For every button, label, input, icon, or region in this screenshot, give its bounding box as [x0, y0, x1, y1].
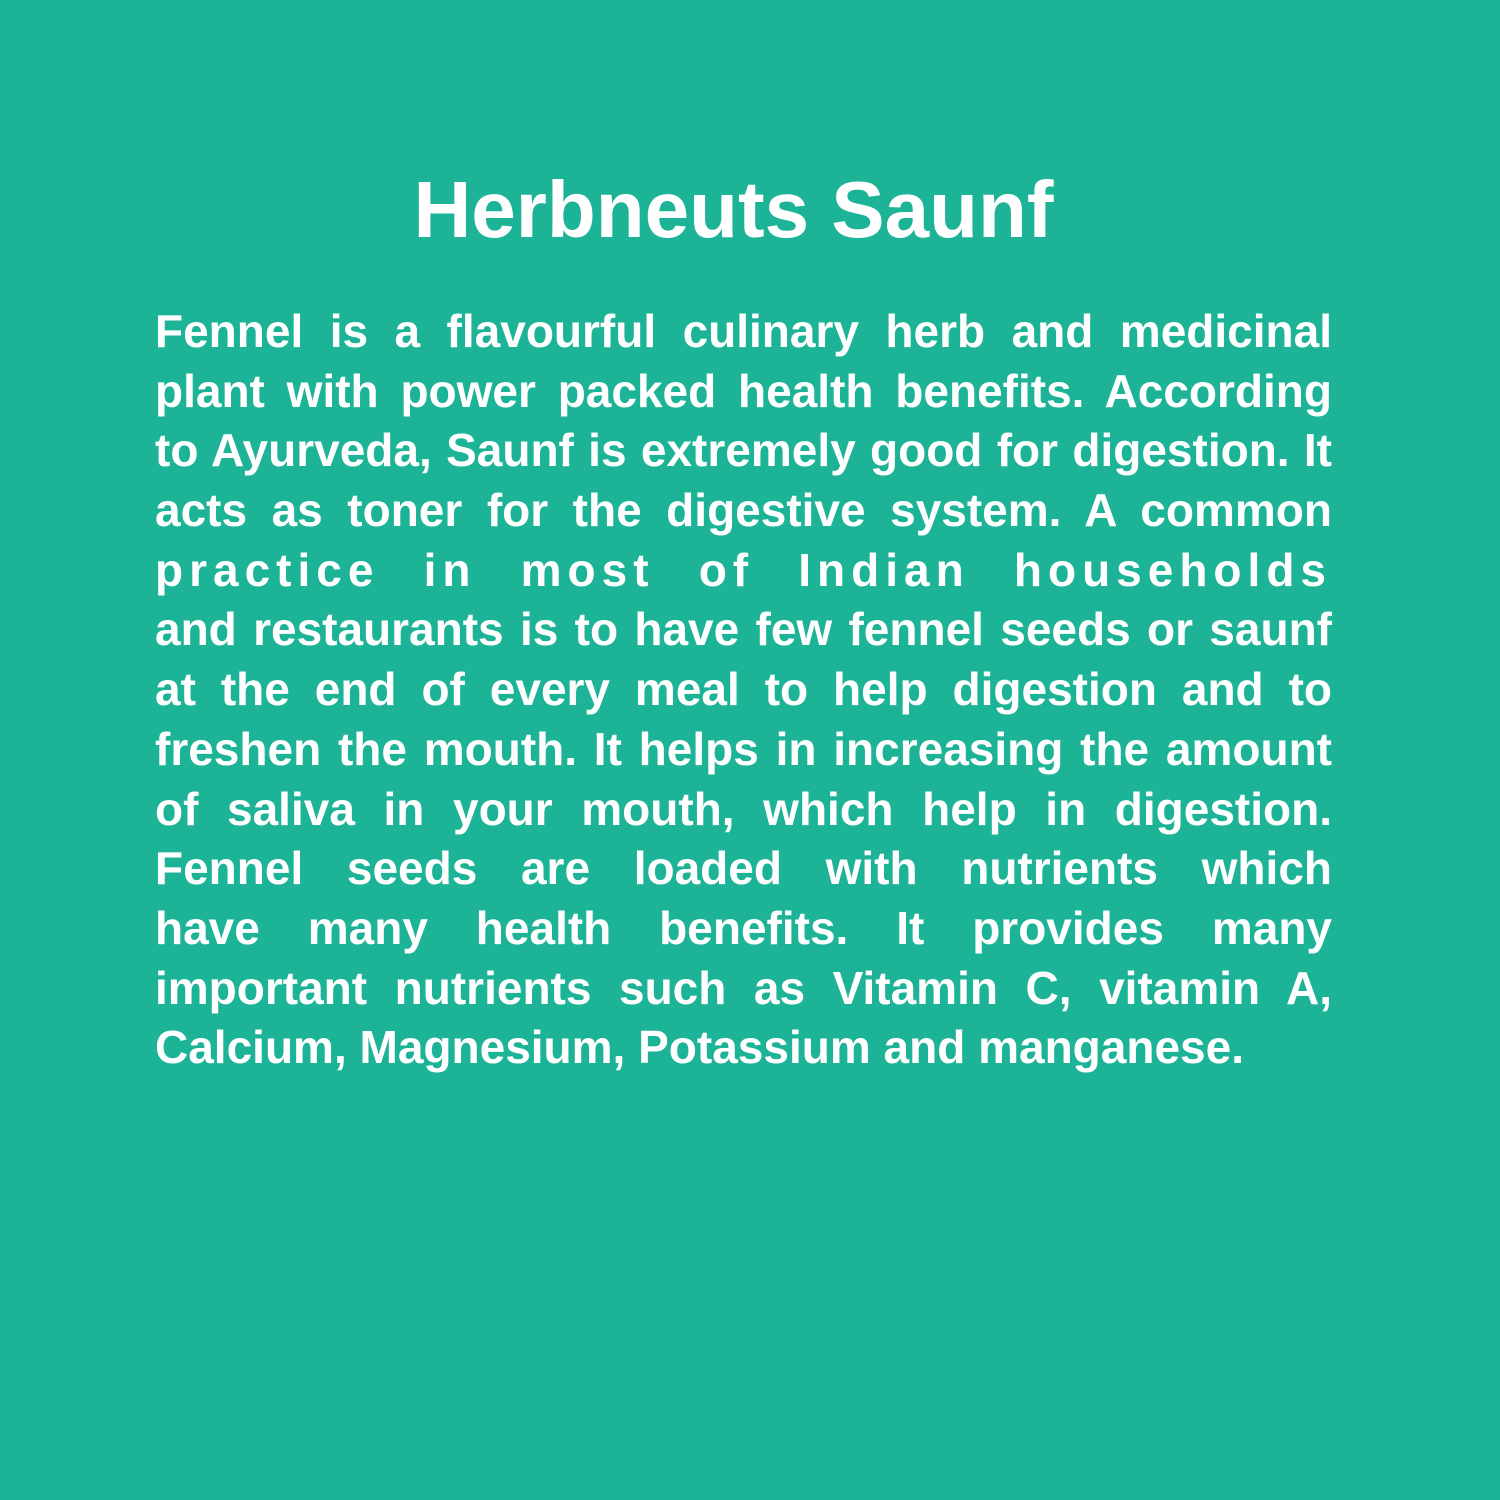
description-line: at the end of every meal to help digestion and to — [155, 663, 1332, 716]
description-line: Calcium, Magnesium, Potassium and manganese. — [155, 1021, 1244, 1074]
page-title: Herbneuts Saunf — [413, 165, 1054, 254]
description-line: to Ayurveda, Saunf is extremely good for digestion. It — [155, 424, 1332, 477]
description-line: important nutrients such as Vitamin C, vitamin A, — [155, 961, 1332, 1014]
description-line: freshen the mouth. It helps in increasing the amount — [155, 722, 1332, 775]
description-line: Fennel seeds are loaded with nutrients which — [155, 842, 1332, 895]
description-line: acts as toner for the digestive system. A common — [155, 484, 1332, 537]
description-paragraph — [155, 302, 1332, 1078]
description-line: and restaurants is to have few fennel seeds or saunf — [155, 603, 1332, 656]
description-line: have many health benefits. It provides many — [155, 901, 1332, 954]
description-line: of saliva in your mouth, which help in digestion. — [155, 782, 1332, 835]
description-line: plant with power packed health benefits. According — [155, 364, 1332, 417]
description-line: Fennel is a flavourful culinary herb and medicinal — [155, 305, 1332, 357]
description-line: practice in most of Indian households — [155, 543, 1332, 596]
